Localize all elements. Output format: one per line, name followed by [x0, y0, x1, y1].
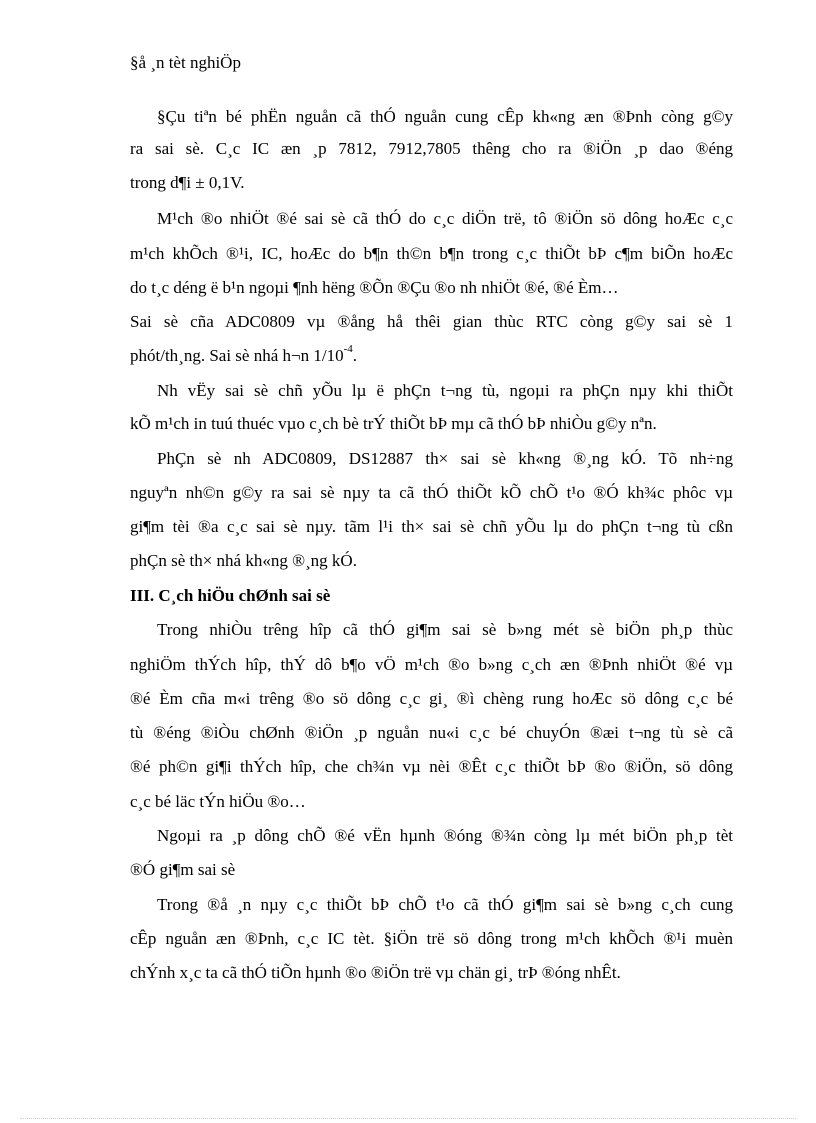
- paragraph-line: chÝnh x¸c ta cã thÓ tiÕn hµnh ®o ®iÖn trë vµ chän gi¸ trÞ ®óng nhÊt.: [130, 963, 621, 982]
- paragraph-line: ®é Èm cña m«i trêng ®o sö dông c¸c gi¸ ®ì chèng rung hoÆc sö dông c¸c bé: [130, 689, 733, 708]
- paragraph-line: nghiÖm thÝch hîp, thÝ dô b¶o vÖ m¹ch ®o b»ng c¸ch æn ®Þnh nhiÖt ®é vµ: [130, 655, 733, 674]
- paragraph-line: Ngoµi ra ¸p dông chÕ ®é vËn hµnh ®óng ®¾n còng lµ mét biÖn ph¸p tèt: [157, 826, 733, 845]
- paragraph-line: M¹ch ®o nhiÖt ®é sai sè cã thÓ do c¸c diÖn trë, tô ®iÖn sö dông hoÆc c¸c: [157, 209, 733, 228]
- paragraph-line: do t¸c déng ë b¹n ngoµi ¶nh hëng ®Õn ®Çu ®o nh nhiÖt ®é, ®é Èm…: [130, 278, 619, 297]
- paragraph-line: gi¶m tèi ®a c¸c sai sè nµy. tãm l¹i th× sai sè chñ yÕu lµ do phÇn t¬ng tù cßn: [130, 517, 733, 536]
- paragraph-line: kÕ m¹ch in tuú thuéc vµo c¸ch bè trÝ thiÕt bÞ mµ cã thÓ bÞ nhiÒu g©y nªn.: [130, 414, 657, 433]
- paragraph-line: PhÇn sè nh ADC0809, DS12887 th× sai sè kh«ng ®¸ng kÓ. Tõ nh÷ng: [157, 449, 733, 468]
- paragraph-line: ra sai sè. C¸c IC æn ¸p 7812, 7912,7805 thêng cho ra ®iÖn ¸p dao ®éng: [130, 139, 733, 158]
- running-header: §å ¸n tèt nghiÖp: [130, 53, 241, 72]
- paragraph-line: phÇn sè th× nhá kh«ng ®¸ng kÓ.: [130, 551, 357, 570]
- paragraph-line: ®é ph©n gi¶i thÝch hîp, che ch¾n vµ nèi ®Êt c¸c thiÕt bÞ ®o ®iÖn, sö dông: [130, 757, 733, 776]
- superscript-suffix: .: [352, 346, 357, 365]
- paragraph-line: cÊp nguån æn ®Þnh, c¸c IC tèt. §iÖn trë sö dông trong m¹ch khÕch ®¹i muèn: [130, 929, 733, 948]
- paragraph-line: §Çu tiªn bé phËn nguån cã thÓ nguån cung cÊp kh«ng æn ®Þnh còng g©y: [157, 107, 733, 126]
- paragraph-line: ®Ó gi¶m sai sè: [130, 860, 236, 879]
- superscript: -4: [343, 343, 353, 356]
- paragraph-line: c¸c bé läc tÝn hiÖu ®o…: [130, 792, 306, 811]
- paragraph-line: Nh vËy sai sè chñ yÕu lµ ë phÇn t¬ng tù, ngoµi ra phÇn nµy khi thiÕt: [157, 381, 733, 400]
- paragraph-line: m¹ch khÕch ®¹i, IC, hoÆc do b¶n th©n b¶n trong c¸c thiÕt bÞ c¶m biÕn hoÆc: [130, 244, 733, 263]
- paragraph-text: phót/th¸ng. Sai sè nhá h¬n 1/10: [130, 346, 344, 365]
- section-heading: III. C¸ch hiÖu chØnh sai sè: [130, 586, 331, 605]
- paragraph-line: tù ®éng ®iÒu chØnh ®iÖn ¸p nguån nu«i c¸c bé chuyÓn ®æi t¬ng tù sè cã: [130, 723, 733, 742]
- paragraph-line: [130, 345, 733, 367]
- paragraph-line: Trong ®å ¸n nµy c¸c thiÕt bÞ chÕ t¹o cã thÓ gi¶m sai sè b»ng c¸ch cung: [157, 895, 733, 914]
- paragraph-line: Trong nhiÒu trêng hîp cã thÓ gi¶m sai sè b»ng mét sè biÖn ph¸p thùc: [157, 620, 733, 639]
- paragraph-line: nguyªn nh©n g©y ra sai sè nµy ta cã thÓ thiÕt kÕ chÕ t¹o ®Ó kh¾c phôc vµ: [130, 483, 733, 502]
- paragraph-line: trong d¶i ± 0,1V.: [130, 173, 245, 192]
- paragraph-line: Sai sè cña ADC0809 vµ ®ång hå thêi gian thùc RTC còng g©y sai sè 1: [130, 312, 733, 331]
- page-bottom-rule: [20, 1118, 796, 1119]
